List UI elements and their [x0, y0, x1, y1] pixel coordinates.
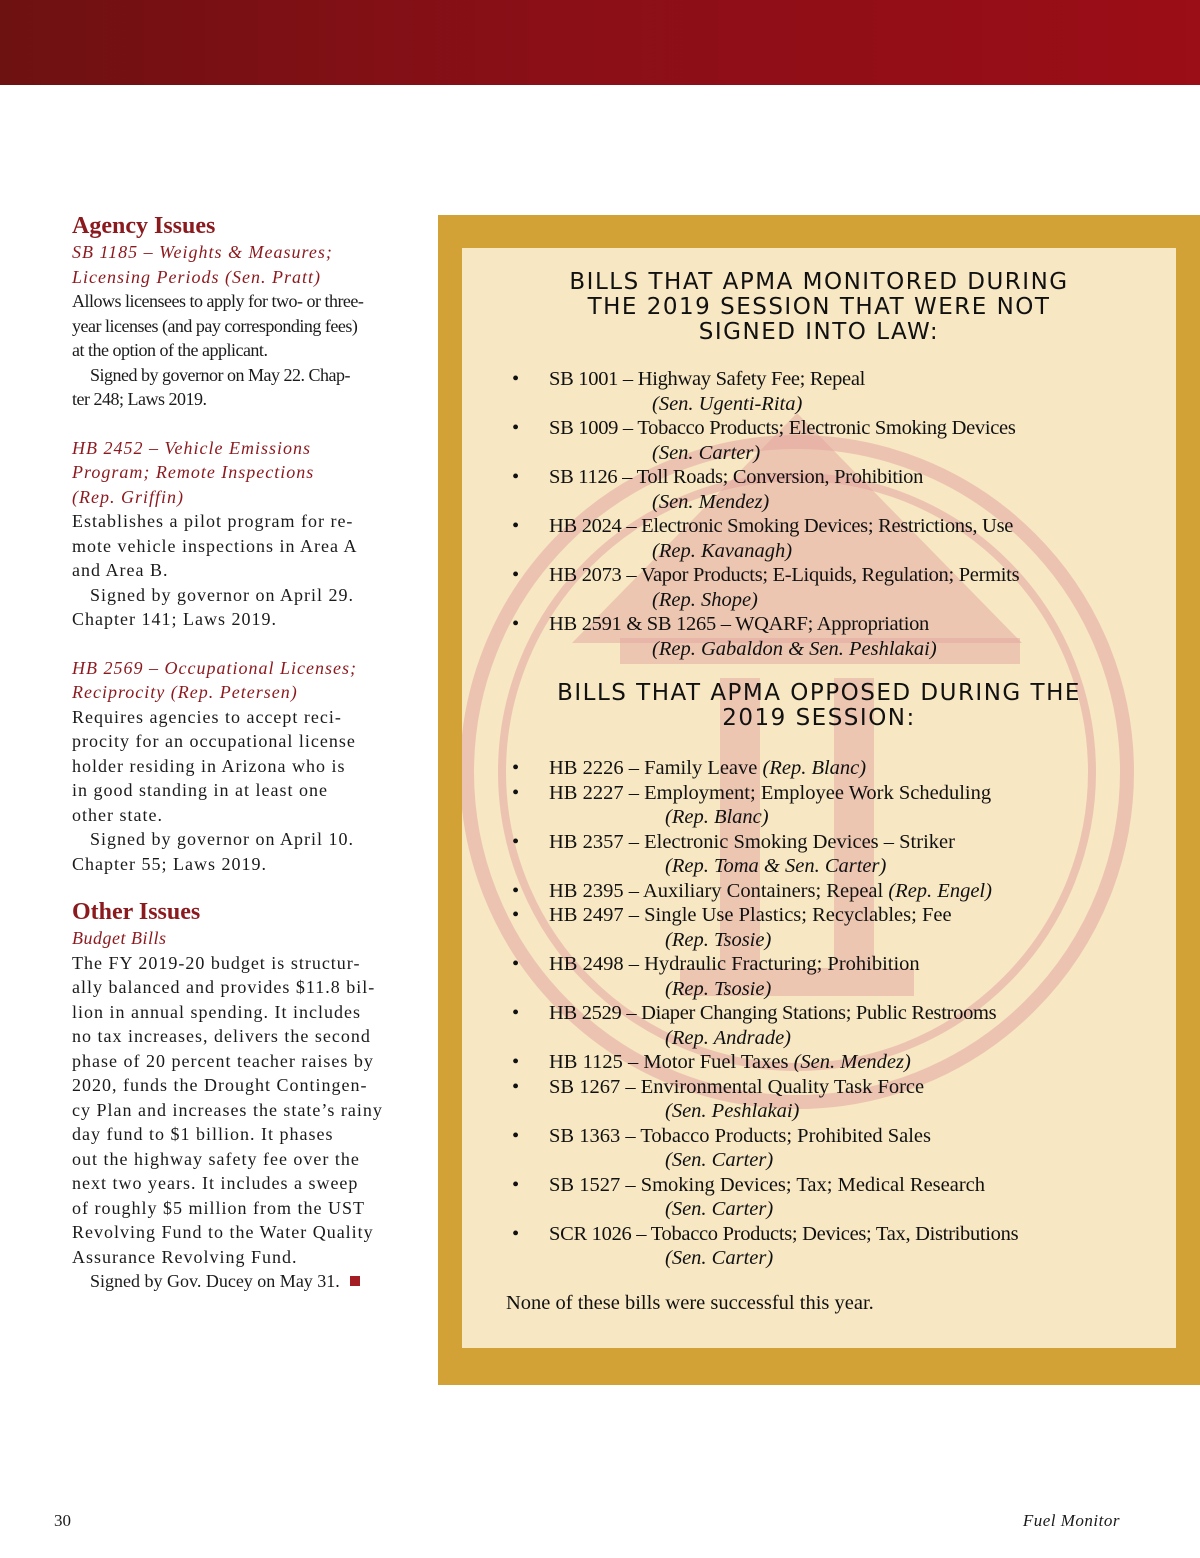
list-item: • HB 2024 – Electronic Smoking Devices; Restrictions, Use (Rep. Kavanagh) — [512, 515, 1014, 562]
other-issues-heading: Other Issues — [72, 899, 201, 925]
end-square-icon — [350, 1276, 360, 1286]
bill-description: Establishes a pilot program for re- mote vehicle inspections in Area A and Area B. — [72, 511, 358, 580]
list-item: • HB 2227 – Employment; Employee Work Scheduling (Rep. Blanc) — [512, 781, 992, 828]
list-item: • SB 1363 – Tobacco Products; Prohibited Sales (Sen. Carter) — [512, 1124, 931, 1171]
footer-note: None of these bills were successful this year. — [506, 1292, 874, 1314]
budget-bills-subheading: Budget Bills — [72, 928, 167, 948]
list-item: • HB 2395 – Auxiliary Containers; Repeal (Rep. Engel) — [512, 879, 992, 902]
header-band — [0, 0, 1200, 85]
bill-description: Allows licensees to apply for two- or three- year licenses (and pay corresponding fees) at the option of the applicant. — [72, 291, 364, 360]
bill-title: HB 2569 – Occupational Licenses; Reciprocity (Rep. Petersen) — [72, 657, 357, 702]
bill-signed: Signed by governor on April 29. Chapter 141; Laws 2019. — [72, 584, 354, 629]
list-item: • SB 1267 – Environmental Quality Task Force (Sen. Peshlakai) — [512, 1075, 925, 1122]
bill-signed: Signed by governor on April 10. Chapter 55; Laws 2019. — [72, 829, 354, 874]
monitored-bill-list — [462, 367, 1176, 661]
list-item: • SCR 1026 – Tobacco Products; Devices; Tax, Distributions (Sen. Carter) — [512, 1222, 1019, 1269]
bill-signed: Signed by governor on May 22. Chap- ter 248; Laws 2019. — [72, 364, 350, 409]
list-item: • HB 2591 & SB 1265 – WQARF; Appropriation (Rep. Gabaldon & Sen. Peshlakai) — [512, 613, 937, 660]
bill-description: Requires agencies to accept reci- procity for an occupational license holder residing in Arizona who is in good standing in at least one other state. — [72, 706, 356, 825]
list-item: • HB 2497 – Single Use Plastics; Recyclables; Fee (Rep. Tsosie) — [512, 904, 952, 951]
bill-title: SB 1185 – Weights & Measures; Licensing Periods (Sen. Pratt) — [72, 242, 333, 287]
list-item: • HB 2498 – Hydraulic Fracturing; Prohibition (Rep. Tsosie) — [512, 953, 920, 1000]
sidebar-box — [462, 248, 1176, 1348]
list-item: • SB 1126 – Toll Roads; Conversion, Prohibition (Sen. Mendez) — [512, 466, 924, 513]
list-item: • SB 1527 – Smoking Devices; Tax; Medical Research (Sen. Carter) — [512, 1173, 986, 1220]
agency-issues-heading: Agency Issues — [72, 213, 216, 239]
list-item: • HB 2073 – Vapor Products; E-Liquids, Regulation; Permits (Rep. Shope) — [512, 564, 1020, 611]
list-item: • HB 2226 – Family Leave (Rep. Blanc) — [512, 757, 867, 779]
monitored-heading: BILLS THAT APMA MONITORED DURING THE 2019 SESSION THAT WERE NOT SIGNED INTO LAW: — [569, 269, 1069, 345]
left-column — [72, 212, 400, 1294]
publication-name: Fuel Monitor — [1022, 1511, 1120, 1530]
list-item: • SB 1001 – Highway Safety Fee; Repeal (Sen. Ugenti-Rita) — [512, 368, 866, 415]
list-item: • HB 2357 – Electronic Smoking Devices – Striker (Rep. Toma & Sen. Carter) — [512, 830, 955, 877]
budget-signed: Signed by Gov. Ducey on May 31. — [72, 1269, 400, 1294]
list-item: • HB 2529 – Diaper Changing Stations; Public Restrooms (Rep. Andrade) — [512, 1002, 997, 1049]
budget-description: The FY 2019-20 budget is structur- ally balanced and provides $11.8 bil- lion in annual spending. It includes no tax increases, delivers the second phase of 20 percent teacher raises by 2020, funds the Drought Contingen- cy Plan and increases the state’s rainy day fund to $1 billion. It phases out the highway safety fee over the next two years. It includes a sweep of roughly $5 million from the UST Revolving Fund to the Water Quality Assurance Revolving Fund. — [72, 952, 383, 1267]
opposed-bill-list — [462, 756, 1176, 1271]
page-number: 30 — [54, 1511, 71, 1530]
opposed-heading: BILLS THAT APMA OPPOSED DURING THE 2019 SESSION: — [557, 680, 1081, 731]
list-item: • SB 1009 – Tobacco Products; Electronic Smoking Devices (Sen. Carter) — [512, 417, 1016, 464]
list-item: • HB 1125 – Motor Fuel Taxes (Sen. Mendez) — [512, 1051, 911, 1073]
bill-title: HB 2452 – Vehicle Emissions Program; Remote Inspections (Rep. Griffin) — [72, 437, 315, 507]
